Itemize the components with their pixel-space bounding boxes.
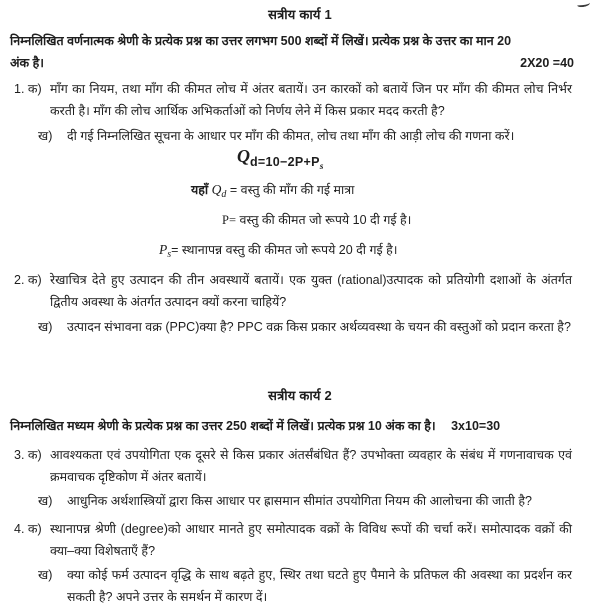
question-1b [38,126,572,148]
p-definition: वस्तु की कीमत जो रूपये 10 दी गई है। [239,213,412,227]
question-2a-number: 2. क) [14,273,42,287]
question-1b-text: दी गई निम्नलिखित सूचना के आधार पर माँग की कीमत, लोच तथा माँग की आड़ी लोच की गणना करें। [67,129,515,143]
ps-definition: = स्थानापन्न वस्तु की कीमत जो रूपये 20 दी गई है। [171,243,398,257]
question-3a-number: 3. क) [14,448,42,462]
assignment2-title: सत्रीय कार्य 2 [268,388,332,403]
question-4b-text: क्या कोई फर्म उत्पादन वृद्धि के साथ बढ़ते हुए, स्थिर तथा घटते हुए पैमाने के प्रतिफल की अवस्था का प्रदर्शन कर सकती है? अपने उत्तर के समर्थन में कारण दें। [67,568,572,604]
assignment1-title: सत्रीय कार्य 1 [268,7,332,22]
question-4b [38,565,572,608]
p-variable: P= [222,213,237,227]
question-3a-text: आवश्यकता एवं उपयोगिता एक दूसरे से किस प्रकार अंतर्संबंधित हैं? उपभोक्ता व्यवहार के संबंध में गणनावाचक एवं क्रमवाचक दृष्टिकोण में अंतर बतायें। [50,448,572,484]
question-2a-text: रेखाचित्र देते हुए उत्पादन की तीन अवस्थायें बतायें। एक युक्त (rational)उत्पादक को प्रतियोगी दशाओं के अंतर्गत द्वितीय अवस्था के अंतर्गत उत्पादन क्यों करना चाहियें? [50,273,572,309]
where-definition: = वस्तु की माँग की गई मात्रा [229,183,355,197]
where-variable-subscript: d [221,189,227,200]
question-2b-number: ख) [38,320,53,334]
question-2a [14,270,572,313]
question-2b [38,317,572,339]
formula-ps-line [159,240,398,265]
question-2b-text: उत्पादन संभावना वक्र (PPC)क्या है? PPC वक्र किस प्रकार अर्थव्यवस्था के चयन की वस्तुओं को प्रदान करता है? [67,320,571,334]
question-3b-text: आधुनिक अर्थशास्त्रियों द्वारा किस आधार पर ह्रासमान सीमांत उपयोगिता नियम की आलोचना की जाती है? [67,494,532,508]
formula-q-variable: Q [237,146,250,166]
assignment1-marks: 2X20 =40 [520,56,574,70]
question-1b-number: ख) [38,129,53,143]
assignment2-marks: 3x10=30 [451,419,501,433]
question-3a [14,445,572,488]
ps-variable-subscript: s [167,249,172,260]
question-4b-number: ख) [38,568,53,582]
formula-where-line [191,180,354,205]
where-label: यहाँ [191,183,209,197]
ps-variable: P [159,242,168,257]
question-4a-text: स्थानापन्न श्रेणी (degree)को आधार मानते हुए समोत्पादक वक्रों के विविध रूपों की चर्चा करें। समोत्पादक वक्रों की क्या–क्या विशेषताएँ हैं? [50,522,572,558]
assignment2-instruction-text: निम्नलिखित मध्यम श्रेणी के प्रत्येक प्रश्न का उत्तर 250 शब्दों में लिखें। प्रत्येक प्रश्न 10 अंक का है। [10,419,436,433]
assignment1-instruction-tail: अंक है। [10,56,44,70]
question-4a [14,519,572,562]
assignment1-instruction-line2 [10,53,574,74]
question-1a [14,79,572,122]
question-4a-number: 4. क) [14,522,42,536]
formula-p-line [222,210,411,230]
question-1a-number: 1. क) [14,82,42,96]
where-variable: Q [211,182,222,197]
assignment1-instruction-line1: निम्नलिखित वर्णनात्मक श्रेणी के प्रत्येक प्रश्न का उत्तर लगभग 500 शब्दों में लिखें। प्रत्येक प्रश्न के उत्तर का मान 20 [10,34,512,48]
formula-substitute-subscript: s [319,162,324,172]
question-3b-number: ख) [38,494,53,508]
question-3b [38,491,572,513]
question-1a-text: माँग का नियम, तथा माँग की कीमत लोच में अंतर बतायें। उन कारकों को बतायें जिन पर माँग की कीमत लोच निर्भर करती है। माँग की लोच आर्थिक अभिकर्ताओं को निर्णय लेने में किस प्रकार मदद करती है? [50,82,572,118]
formula-expression: d=10−2P+P [250,155,320,169]
assignment2-instruction [10,416,574,437]
demand-formula [237,146,323,172]
